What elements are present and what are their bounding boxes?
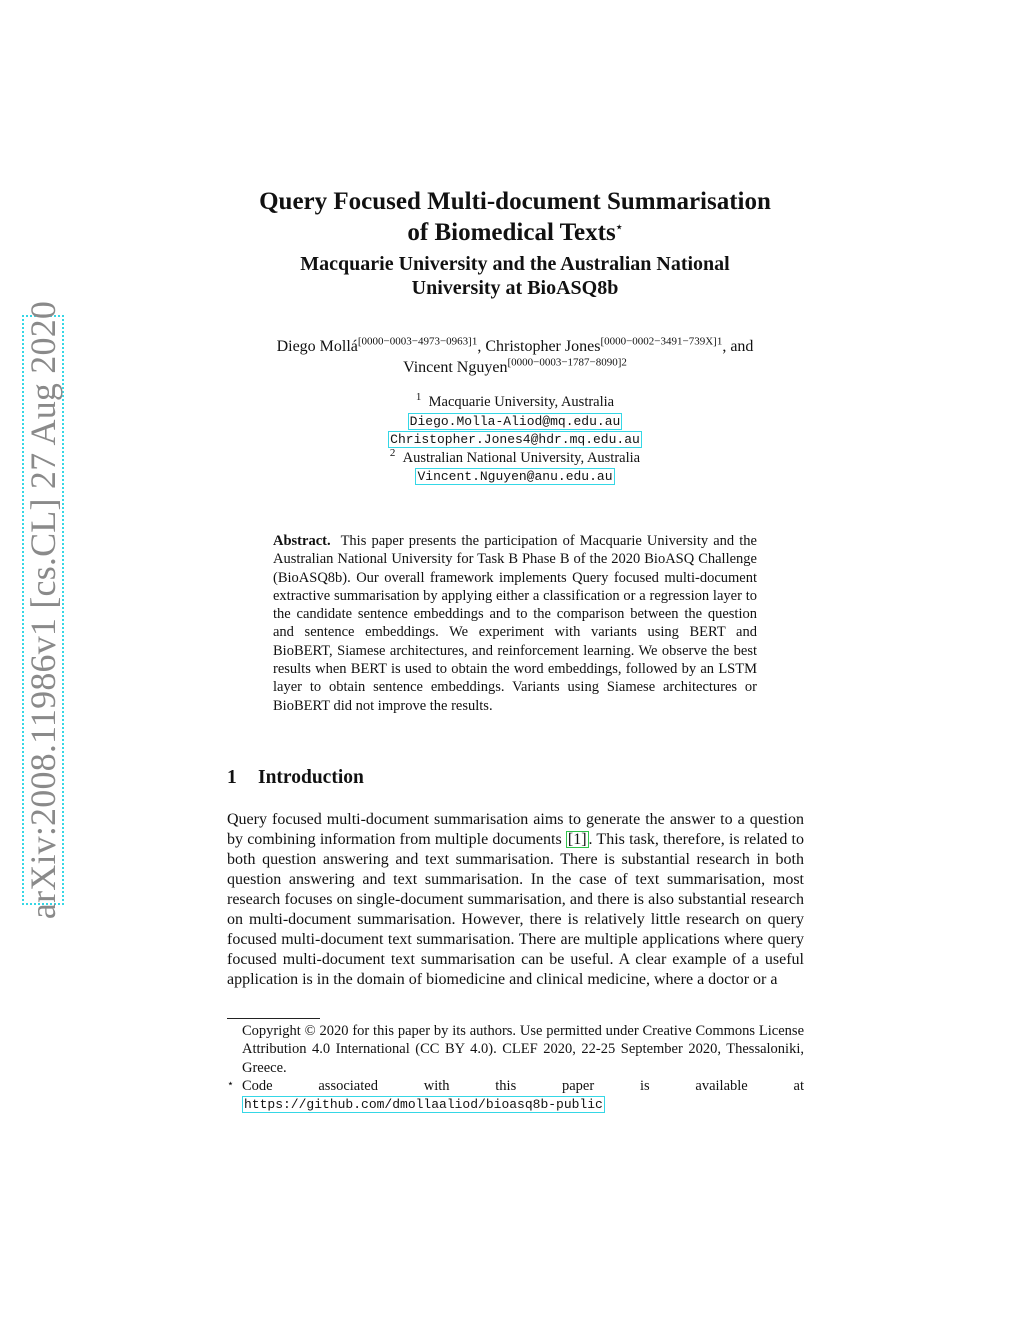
section-title: Introduction [258,767,364,788]
footnote-word: paper [562,1077,595,1094]
affiliation-1 [260,393,770,412]
title-line-2 [200,217,830,248]
intro-text-part-1: Query focused multi-document summarisation aims to generate the answer to a question by combining information from multiple documents [227,811,804,848]
intro-text-part-2: . This task, therefore, is related to both question answering and text summarisation. There is substantial research in both question answering and text summarisation. In the case of text summarisation, most research focuses on single-document summarisation, and there is also substantial research on multi-document summarisation. However, there is relatively little research on query focused multi-document text summarisation. There are multiple applications where query focused multi-document text summarisation can be useful. A clear example of a useful application is in the domain of biomedicine and clinical medicine, where a doctor or a [227,831,804,988]
code-footnote [227,1077,804,1114]
email-link[interactable]: Vincent.Nguyen@anu.edu.au [417,469,613,484]
citation-link[interactable]: [1] [567,831,587,848]
footnote-word: is [639,1077,650,1094]
affiliation-mark: 2 [389,446,396,459]
affiliations [260,393,770,486]
paper-subtitle [220,252,810,300]
github-repo-link[interactable]: https://github.com/dmollaaliod/bioasq8b-public [244,1097,603,1113]
section-number: 1 [227,767,237,788]
author-separator: , [477,338,486,355]
paper-title [200,186,830,248]
copyright-footnote [227,1022,804,1077]
introduction-paragraph [227,810,804,990]
footnotes [227,1022,804,1113]
abstract-text: This paper presents the participation of Macquarie University and the Australian National University for Task B Phase B of the 2020 BioASQ Challenge (BioASQ8b). Our overall framework implements Query focused multi-document extractive summarisation by applying either a classification or a regression layer to the candidate sentence embeddings and to the comparison between the question and sentence embeddings. We experiment with variants using BERT and BioBERT, Siamese architectures, and reinforcement learning. We observe the best results when BERT is used to obtain the word embeddings, followed by an LSTM layer to obtain sentence embeddings. Variants using Siamese architectures or BioBERT did not improve the results. [273,533,757,714]
author-orcid[interactable]: [0000−0003−1787−8090]2 [507,356,627,369]
footnote-word: Code [242,1077,273,1094]
title-star-footnote-mark[interactable]: ⋆ [615,221,623,234]
title-line-2-text: of Biomedical Texts [407,219,616,246]
footnote-word: available [695,1077,748,1094]
email-link[interactable]: Diego.Molla-Aliod@mq.edu.au [409,413,621,429]
arxiv-identifier-stamp[interactable]: arXiv:2008.11986v1 [cs.CL] 27 Aug 2020 [23,300,63,920]
section-heading [227,767,364,789]
author-orcid[interactable]: [0000−0002−3491−739X]1 [600,335,723,348]
subtitle-line-2: University at BioASQ8b [411,277,619,299]
author-line-1 [210,336,820,357]
author-name: Vincent Nguyen [403,359,508,376]
affiliation-name: Australian National University, Australia [402,449,641,466]
author-orcid[interactable]: [0000−0003−4973−0963]1 [357,335,478,348]
author-name: Diego Mollá [276,338,358,355]
code-footnote-line [242,1077,804,1095]
abstract-label: Abstract. [273,533,331,549]
footnote-word: this [495,1077,517,1094]
author-name: Christopher Jones [485,338,601,355]
footnote-star-mark: ⋆ [227,1077,234,1090]
title-line-1: Query Focused Multi-document Summarisation [259,188,771,215]
footnote-rule [227,1018,320,1019]
author-line-2 [210,357,820,378]
affiliation-2 [260,446,770,468]
author-separator: , and [722,338,754,355]
footnote-word: at [793,1077,804,1094]
footnote-word: with [423,1077,450,1094]
abstract [273,532,757,715]
author-list [210,336,820,378]
affiliation-name: Macquarie University, Australia [428,394,615,410]
subtitle-line-1: Macquarie University and the Australian National [300,253,730,275]
affiliation-mark: 1 [415,391,422,404]
footnote-word: associated [318,1077,378,1094]
copyright-text: Copyright © 2020 for this paper by its authors. Use permitted under Creative Commons License Attribution 4.0 International (CC BY 4.0). CLEF 2020, 22-25 September 2020, Thessaloniki, Greece. [242,1023,804,1076]
email-link[interactable]: Christopher.Jones4@hdr.mq.edu.au [390,432,640,447]
